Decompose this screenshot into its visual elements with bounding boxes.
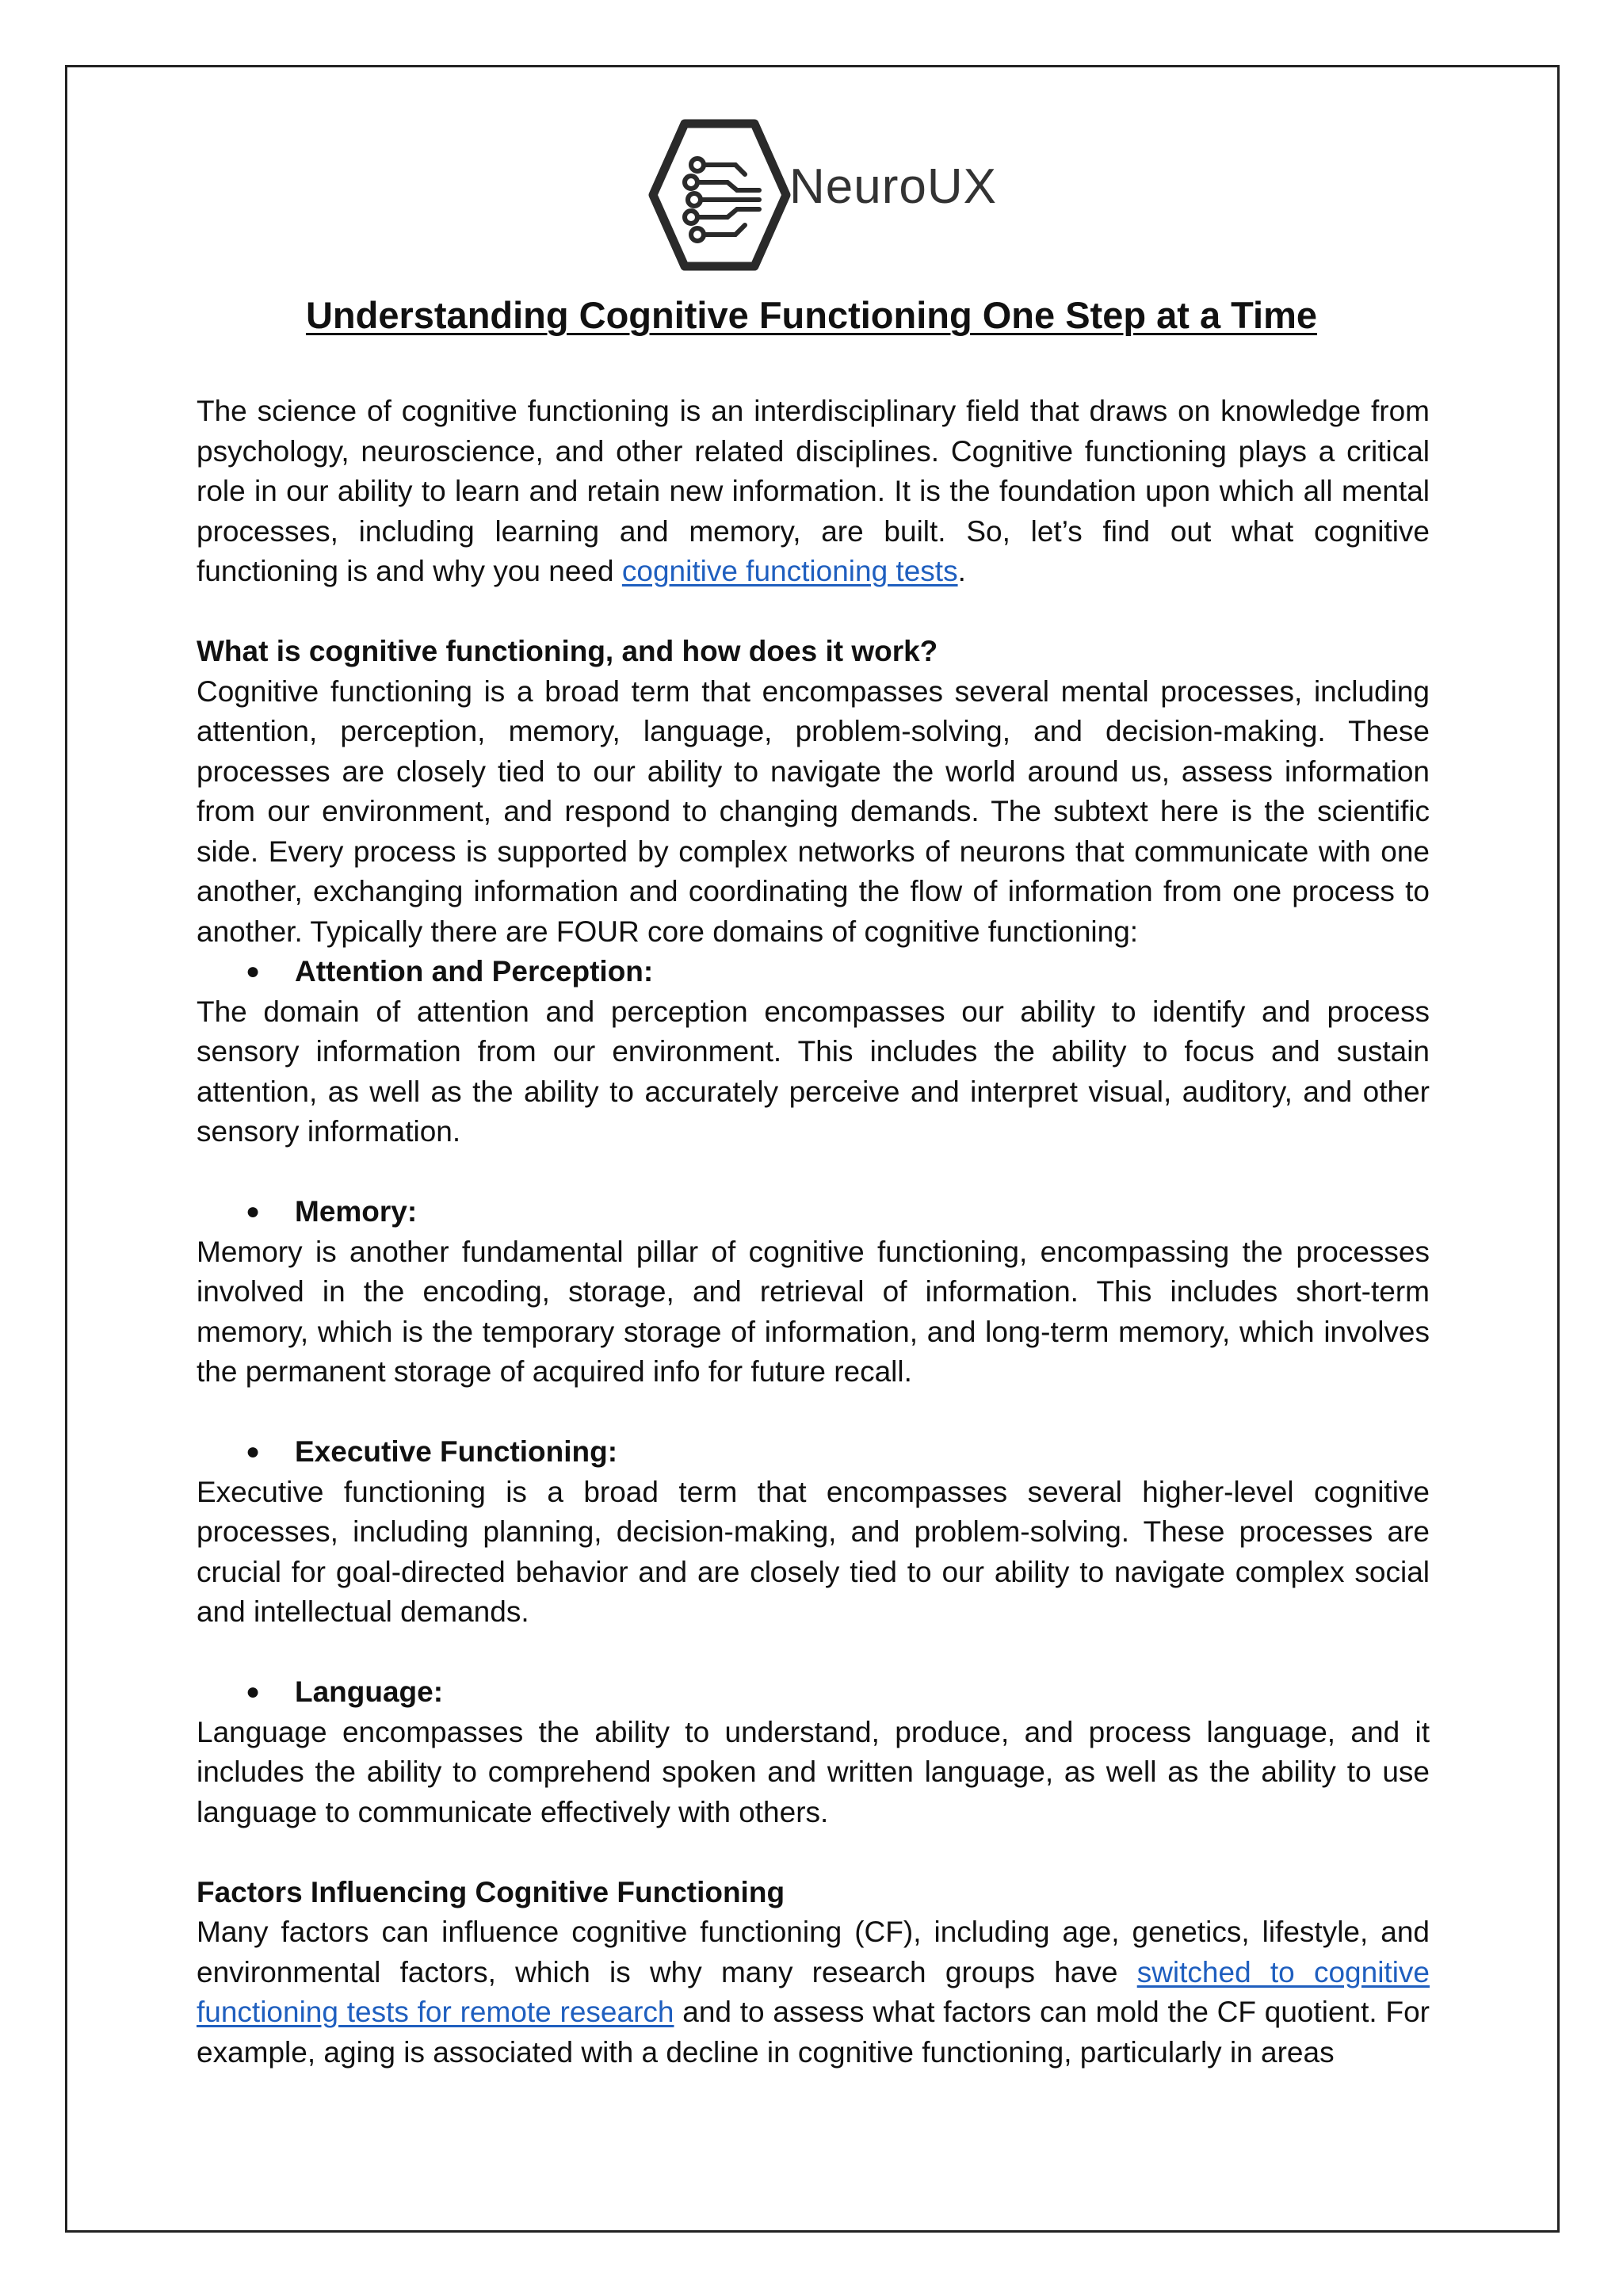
bullet-label: Memory:: [295, 1195, 418, 1228]
circuit-hexagon-icon: [648, 117, 791, 273]
bullet-label: Language:: [295, 1675, 444, 1708]
section-heading-what-is: What is cognitive functioning, and how does it work?: [197, 635, 938, 667]
bullet-dot-icon: ●: [246, 1198, 261, 1224]
bullet-label: Attention and Perception:: [295, 955, 654, 988]
domain-paragraph-executive: Executive functioning is a broad term that encompasses several higher-level cognitive processes, including planning, decision-making, and problem-solving. These processes are crucial for goal-directed behavior and are closely tied to our ability to navigate complex social and intellectual demands.: [197, 1475, 1430, 1628]
intro-paragraph: [197, 392, 1430, 592]
domain-paragraph-attention: The domain of attention and perception encompasses our ability to identify and process sensory information from our environment. This includes the ability to focus and sustain attention, as well as the ability to accurately perceive and interpret visual, auditory, and other sensory information.: [197, 995, 1430, 1148]
intro-text-end: .: [957, 555, 966, 587]
intro-text: The science of cognitive functioning is an interdisciplinary field that draws on knowledge from psychology, neuroscience, and other related disciplines. Cognitive functioning plays a critical role in our ability to learn and retain new information. It is the foundation upon which all mental processes, including learning and memory, are built. So, let’s find out what cognitive functioning is and why you need: [197, 395, 1430, 587]
brand-name: NeuroUX: [789, 159, 997, 214]
bullet-label: Executive Functioning:: [295, 1435, 618, 1468]
bullet-memory: [197, 1192, 1430, 1232]
article-body: [197, 392, 1430, 2073]
bullet-attention-perception: [197, 952, 1430, 992]
remote-research-link[interactable]: switched to cognitive functioning tests for remote research: [197, 1955, 1430, 2028]
bullet-executive-functioning: [197, 1432, 1430, 1473]
factors-text-end: and to assess what factors can mold the CF quotient. For example, aging is associated with a decline in cognitive functioning, particularly in areas: [197, 1996, 1430, 2069]
domain-paragraph-memory: Memory is another fundamental pillar of cognitive functioning, encompassing the processes involved in the encoding, storage, and retrieval of information. This includes short-term memory, which is the temporary storage of information, and long-term memory, which involves the permanent storage of acquired info for future recall.: [197, 1235, 1430, 1388]
bullet-language: [197, 1672, 1430, 1713]
bullet-dot-icon: ●: [246, 1679, 261, 1705]
page-title: Understanding Cognitive Functioning One Step at a Time: [305, 294, 1318, 336]
factors-text: Many factors can influence cognitive functioning (CF), including age, genetics, lifestyle, and environmental factors, which is why many research groups have: [197, 1916, 1430, 1988]
bullet-dot-icon: ●: [246, 958, 261, 984]
section-paragraph-what-is: Cognitive functioning is a broad term that encompasses several mental processes, including attention, perception, memory, language, problem-solving, and decision-making. These processes are closely tied to our ability to navigate the world around us, assess information from our environment, and respond to changing demands. The subtext here is the scientific side. Every process is supported by complex networks of neurons that communicate with one another, exchanging information and coordinating the flow of information from one process to another. Typically there are FOUR core domains of cognitive functioning:: [197, 674, 1430, 948]
cognitive-tests-link[interactable]: cognitive functioning tests: [621, 555, 958, 587]
bullet-dot-icon: ●: [246, 1438, 261, 1465]
brand-logo: [648, 117, 997, 273]
section-heading-factors: Factors Influencing Cognitive Functioning: [197, 1875, 785, 1908]
section-paragraph-factors: [197, 1912, 1430, 2073]
domain-paragraph-language: Language encompasses the ability to understand, produce, and process language, and it includes the ability to comprehend spoken and written language, as well as the ability to use language to communicate effectively with others.: [197, 1715, 1430, 1828]
